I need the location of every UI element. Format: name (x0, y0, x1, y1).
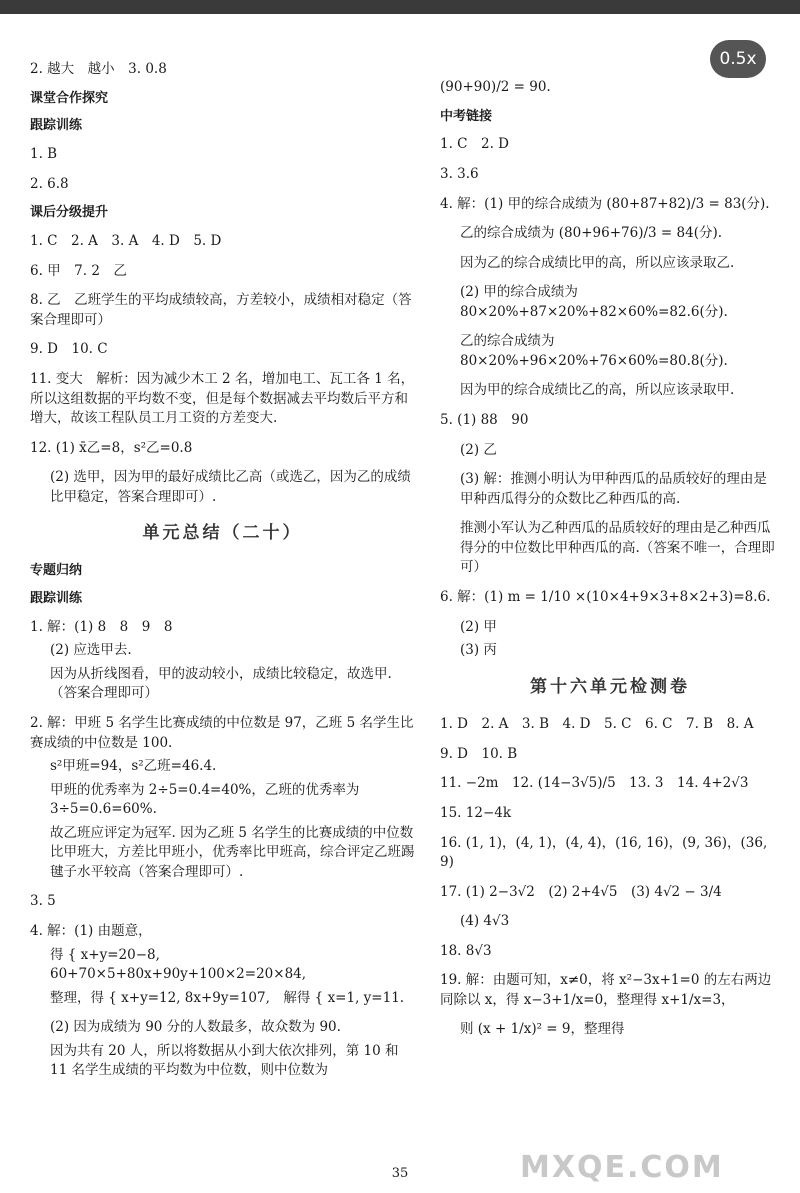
answer-line: 故乙班应评定为冠军. 因为乙班 5 名学生的比赛成绩的中位数比甲班大，方差比甲班小，优秀率比甲班高，综合评定乙班踢毽子水平较高（答案合理即可）. (50, 824, 415, 880)
equation-system: 得 { x+y=20−8, 60+70×5+80x+90y+100×2=20×84, (50, 946, 307, 983)
answer-line: 2. 越大 越小 3. 0.8 (30, 61, 167, 77)
answer-line: (4) 4√3 (460, 913, 510, 930)
section-heading: 课堂合作探究 (30, 90, 109, 106)
answer-line: 18. 8√3 (440, 942, 492, 959)
answer-line: 11. −2m 12. (14−3√5)/5 13. 3 14. 4+2√3 (440, 775, 749, 792)
answer-line: 9. D 10. B (440, 745, 518, 762)
zoom-level-badge[interactable]: 0.5x (710, 40, 766, 78)
answer-line: 6. 解：(1) m = 1/10 ×(10×4+9×3+8×2+3)=8.6. (440, 588, 771, 605)
answer-line: 15. 12−4k (440, 804, 512, 821)
answer-line: s²甲班=94，s²乙班=46.4. (50, 758, 217, 775)
left-column (30, 60, 415, 1091)
answer-line: 19. 解：由题可知，x≠0，将 x²−3x+1=0 的左右两边同除以 x，得 x−3+1/x=0，整理得 x+1/x=3， (440, 972, 772, 1008)
answer-line: (3) 解：推测小明认为甲种西瓜的品质较好的理由是甲种西瓜得分的众数比乙种西瓜的高. (460, 471, 767, 507)
watermark-text: MXQE.COM (520, 1150, 724, 1185)
answer-line: 6. 甲 7. 2 乙 (30, 262, 127, 279)
answer-line: 1. D 2. A 3. B 4. D 5. C 6. C 7. B 8. A (440, 716, 754, 733)
answer-line: (2) 因为成绩为 90 分的人数最多，故众数为 90. (50, 1019, 341, 1036)
answer-line: (2) 应选甲去. (50, 642, 132, 659)
answer-line: 则 (x + 1/x)² = 9，整理得 (460, 1021, 625, 1038)
section-heading: 跟踪训练 (30, 118, 83, 134)
answer-line: 因为甲的综合成绩比乙的高，所以应该录取甲. (460, 382, 735, 399)
unit-test-title: 第十六单元检测卷 (530, 676, 690, 697)
section-heading: 中考链接 (440, 108, 493, 124)
answer-line: 4. 解：(1) 由题意， (30, 923, 152, 940)
top-edge-bar (0, 0, 800, 14)
answer-line: 3. 3.6 (440, 165, 479, 182)
answer-line: 3. 5 (30, 893, 56, 910)
answer-line: (2) 选甲，因为甲的最好成绩比乙高（或选乙，因为乙的成绩比甲稳定，答案合理即可）. (50, 469, 411, 505)
answer-line: 1. 解：(1) 8 8 9 8 (30, 618, 173, 635)
answer-line: 11. 变大 解析：因为减少木工 2 名，增加电工、瓦工各 1 名，所以这组数据的平均数不变，但是每个数据减去平均数后平方和增大，故该工程队员工月工资的方差变大. (30, 371, 415, 427)
right-column (440, 78, 780, 1050)
answer-line: 乙的综合成绩为 80×20%+96×20%+76×60%=80.8(分). (460, 333, 728, 369)
answer-line: 2. 解：甲班 5 名学生比赛成绩的中位数是 97，乙班 5 名学生比赛成绩的中位数是 100. (30, 714, 414, 751)
answer-line: 1. C 2. A 3. A 4. D 5. D (30, 233, 222, 250)
answer-line: 5. (1) 88 90 (440, 412, 529, 429)
answer-line: 推测小军认为乙种西瓜的品质较好的理由是乙种西瓜得分的中位数比甲种西瓜的高.（答案不唯一，合理即可） (460, 520, 775, 576)
answer-line: 9. D 10. C (30, 341, 108, 358)
answer-line: 8. 乙 乙班学生的平均成绩较高，方差较小，成绩相对稳定（答案合理即可） (30, 292, 412, 328)
answer-line: 2. 6.8 (30, 175, 69, 192)
section-heading: 专题归纳 (30, 563, 83, 579)
answer-line: (90+90)/2 = 90. (440, 79, 551, 95)
section-heading: 课后分级提升 (30, 205, 109, 221)
answer-line: 乙的综合成绩为 (80+96+76)/3 = 84(分). (460, 225, 723, 242)
answer-line: 12. (1) x̄乙=8，s²乙=0.8 (30, 439, 193, 456)
answer-line: (2) 乙 (460, 441, 497, 458)
answer-line: 因为从折线图看，甲的波动较小，成绩比较稳定，故选甲.（答案合理即可） (50, 665, 392, 702)
unit-summary-title: 单元总结（二十） (142, 523, 303, 544)
answer-line: 16. (1, 1)，(4, 1)，(4, 4)，(16, 16)，(9, 36)，(36, 9) (440, 834, 768, 871)
answer-line: (2) 甲 (460, 618, 497, 635)
equation-system: 整理，得 { x+y=12, 8x+9y=107, 解得 { x=1, y=11. (50, 989, 405, 1006)
answer-line: (3) 丙 (460, 642, 497, 659)
section-heading: 跟踪训练 (30, 590, 83, 606)
answer-line: 4. 解：(1) 甲的综合成绩为 (80+87+82)/3 = 83(分). (440, 195, 770, 212)
answer-line: 1. C 2. D (440, 136, 509, 153)
answer-line: (2) 甲的综合成绩为 80×20%+87×20%+82×60%=82.6(分). (460, 284, 728, 320)
answer-line: 17. (1) 2−3√2 (2) 2+4√5 (3) 4√2 − 3/4 (440, 883, 722, 900)
answer-line: 甲班的优秀率为 2÷5=0.4=40%，乙班的优秀率为 3÷5=0.6=60%. (50, 781, 360, 818)
answer-line: 因为共有 20 人，所以将数据从小到大依次排列，第 10 和 11 名学生成绩的平均数为中位数，则中位数为 (50, 1042, 399, 1079)
answer-line: 因为乙的综合成绩比甲的高，所以应该录取乙. (460, 254, 735, 271)
page-number: 35 (391, 1166, 409, 1181)
answer-line: 1. B (30, 146, 58, 163)
